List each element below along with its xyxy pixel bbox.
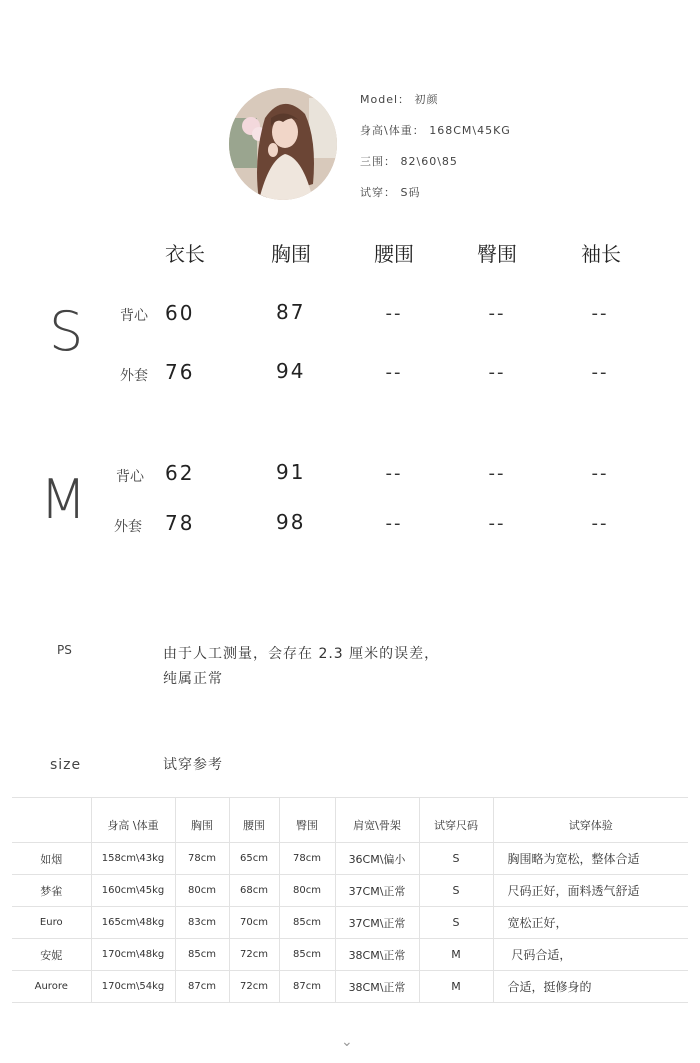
cell-experience: 宽松正好， — [493, 907, 688, 939]
col-header-shoulder: 肩宽\骨架 — [335, 798, 419, 843]
cell-shoulder: 38CM\正常 — [335, 971, 419, 1003]
row-label-vest: 背心 — [120, 308, 148, 324]
value-length: 76 — [165, 360, 195, 384]
row-label-vest: 背心 — [116, 469, 144, 485]
size-ref-title: 试穿参考 — [163, 757, 223, 773]
value-sleeve: -- — [591, 303, 609, 324]
cell-hip: 87cm — [279, 971, 335, 1003]
value-chest: 98 — [276, 510, 306, 534]
header-length: 衣长 — [165, 242, 205, 266]
cell-experience: 合适，挺修身的 — [493, 971, 688, 1003]
col-header-hip: 臀围 — [279, 798, 335, 843]
table-row — [12, 907, 688, 939]
size-label: size — [50, 757, 82, 773]
value-length: 62 — [165, 461, 195, 485]
cell-name: 如烟 — [12, 843, 91, 875]
model-try-size: 试穿： S码 — [360, 186, 421, 199]
ps-label: PS — [57, 643, 72, 657]
value-hip: -- — [488, 362, 506, 383]
cell-chest: 80cm — [175, 875, 229, 907]
cell-height-weight: 165cm\48kg — [91, 907, 175, 939]
size-letter-m: M — [40, 468, 87, 531]
value-waist: -- — [385, 303, 403, 324]
cell-chest: 78cm — [175, 843, 229, 875]
cell-shoulder: 38CM\正常 — [335, 939, 419, 971]
cell-experience: 尺码合适， — [493, 939, 688, 971]
model-name: Model： 初颜 — [360, 93, 439, 106]
value-waist: -- — [385, 463, 403, 484]
col-header-height-weight: 身高 \体重 — [91, 798, 175, 843]
cell-waist: 68cm — [229, 875, 279, 907]
cell-shoulder: 37CM\正常 — [335, 907, 419, 939]
cell-name: 安妮 — [12, 939, 91, 971]
value-waist: -- — [385, 513, 403, 534]
cell-shoulder: 36CM\偏小 — [335, 843, 419, 875]
table-row — [12, 843, 688, 875]
value-chest: 91 — [276, 460, 306, 484]
cell-hip: 85cm — [279, 939, 335, 971]
model-measurements: 三围： 82\60\85 — [360, 155, 458, 168]
header-chest: 胸围 — [271, 242, 311, 266]
cell-try-size: S — [419, 875, 493, 907]
cell-chest: 85cm — [175, 939, 229, 971]
header-sleeve: 袖长 — [581, 242, 621, 266]
cell-hip: 85cm — [279, 907, 335, 939]
chevron-down-icon[interactable]: ⌄ — [341, 1034, 353, 1050]
value-hip: -- — [488, 463, 506, 484]
cell-name: Aurore — [12, 971, 91, 1003]
cell-height-weight: 170cm\48kg — [91, 939, 175, 971]
cell-name: 梦雀 — [12, 875, 91, 907]
col-header-chest: 胸围 — [175, 798, 229, 843]
col-header-experience: 试穿体验 — [493, 798, 688, 843]
table-row — [12, 875, 688, 907]
value-sleeve: -- — [591, 362, 609, 383]
value-length: 60 — [165, 301, 195, 325]
col-header-try-size: 试穿尺码 — [419, 798, 493, 843]
model-height-weight: 身高\体重： 168CM\45KG — [360, 124, 511, 137]
cell-try-size: S — [419, 843, 493, 875]
table-row — [12, 939, 688, 971]
cell-height-weight: 170cm\54kg — [91, 971, 175, 1003]
cell-waist: 72cm — [229, 939, 279, 971]
value-waist: -- — [385, 362, 403, 383]
header-waist: 腰围 — [374, 242, 414, 266]
cell-experience: 尺码正好，面料透气舒适 — [493, 875, 688, 907]
table-header-row — [12, 798, 688, 843]
cell-chest: 83cm — [175, 907, 229, 939]
value-chest: 87 — [276, 300, 306, 324]
value-chest: 94 — [276, 359, 306, 383]
try-on-table — [12, 797, 688, 1003]
size-letter-s: S — [49, 300, 84, 363]
model-avatar — [229, 88, 337, 200]
ps-note-line1: 由于人工测量，会存在 2.3 厘米的误差， — [163, 646, 440, 662]
col-header-name — [12, 798, 91, 843]
header-hip: 臀围 — [477, 242, 517, 266]
cell-experience: 胸围略为宽松，整体合适 — [493, 843, 688, 875]
value-length: 78 — [165, 511, 195, 535]
table-row — [12, 971, 688, 1003]
value-hip: -- — [488, 303, 506, 324]
cell-waist: 70cm — [229, 907, 279, 939]
row-label-jacket: 外套 — [114, 519, 142, 535]
value-sleeve: -- — [591, 513, 609, 534]
row-label-jacket: 外套 — [120, 368, 148, 384]
cell-shoulder: 37CM\正常 — [335, 875, 419, 907]
ps-note-line2: 纯属正常 — [163, 671, 223, 687]
cell-height-weight: 158cm\43kg — [91, 843, 175, 875]
cell-name: Euro — [12, 907, 91, 939]
cell-height-weight: 160cm\45kg — [91, 875, 175, 907]
col-header-waist: 腰围 — [229, 798, 279, 843]
cell-try-size: M — [419, 971, 493, 1003]
cell-hip: 80cm — [279, 875, 335, 907]
cell-chest: 87cm — [175, 971, 229, 1003]
cell-try-size: M — [419, 939, 493, 971]
value-sleeve: -- — [591, 463, 609, 484]
value-hip: -- — [488, 513, 506, 534]
cell-waist: 65cm — [229, 843, 279, 875]
cell-hip: 78cm — [279, 843, 335, 875]
cell-try-size: S — [419, 907, 493, 939]
cell-waist: 72cm — [229, 971, 279, 1003]
